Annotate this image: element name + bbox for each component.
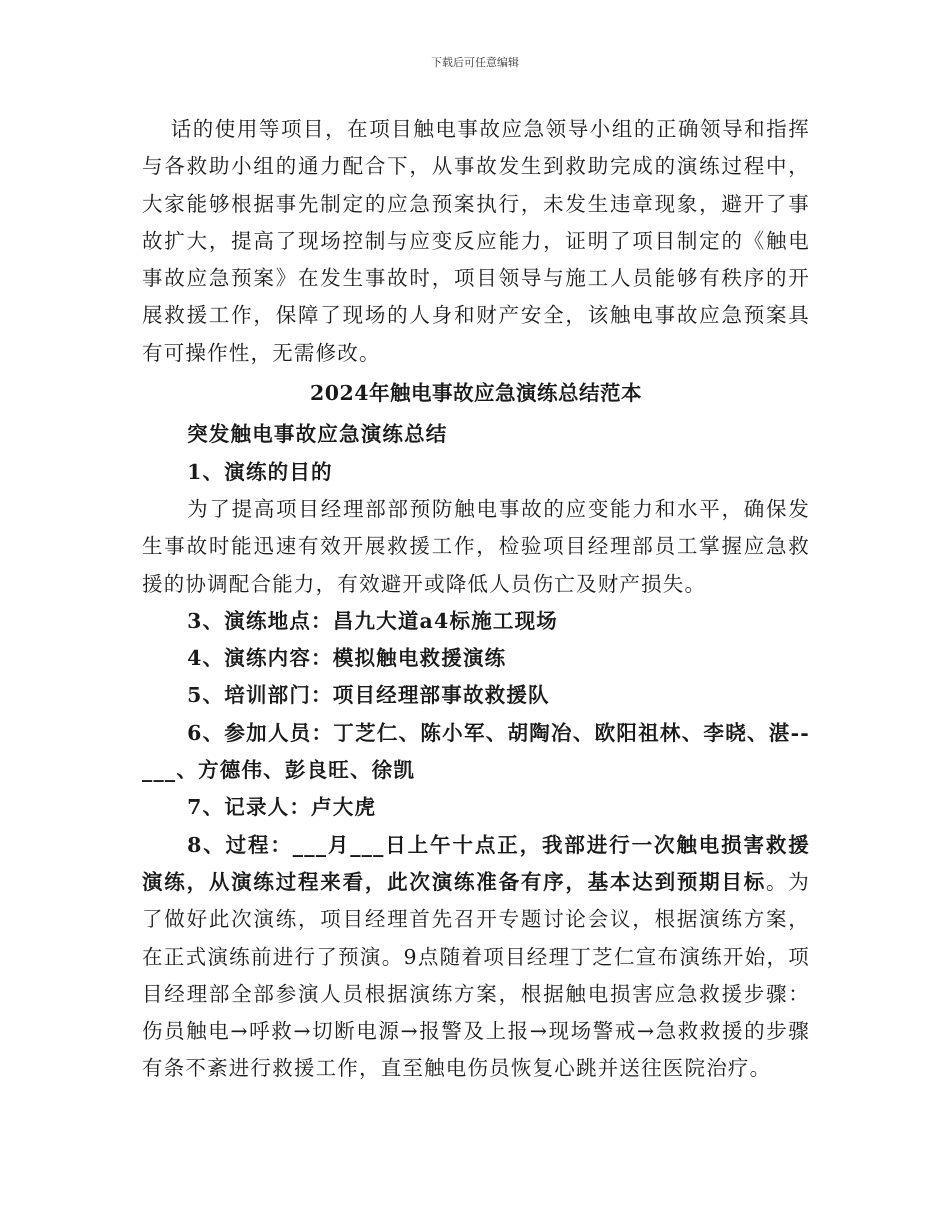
document-body [142, 111, 810, 1088]
section-heading-purpose: 1、演练的目的 [187, 459, 333, 484]
item-participants: 6、参加人员：丁芝仁、陈小军、胡陶冶、欧阳祖林、李晓、湛-- ___、方德伟、彭良旺、徐凯 [142, 720, 810, 783]
item-process-bold: 8、过程：___月___日上午十点正，我部进行一次触电损害救援演练，从演练过程来看，此次演练准备有序，基本达到预期目标 [142, 832, 810, 894]
intro-paragraph: 话的使用等项目，在项目触电事故应急领导小组的正确领导和指挥与各救助小组的通力配合下，从事故发生到救助完成的演练过程中，大家能够根据事先制定的应急预案执行，未发生违章现象，避开了事故扩大，提高了现场控制与应变反应能力，证明了项目制定的《触电事故应急预案》在发生事故时，项目领导与施工人员能够有秩序的开展救援工作，保障了现场的人身和财产安全，该触电事故应急预案具有可操作性，无需修改。 [142, 117, 810, 365]
item-location: 3、演练地点：昌九大道a4标施工现场 [187, 608, 559, 633]
item-department: 5、培训部门：项目经理部事故救援队 [187, 683, 550, 708]
section-body-purpose: 为了提高项目经理部部预防触电事故的应变能力和水平，确保发生事故时能迅速有效开展救援工作，检验项目经理部员工掌握应急救援的协调配合能力，有效避开或降低人员伤亡及财产损失。 [142, 496, 810, 596]
document-title: 2024年触电事故应急演练总结范本 [309, 381, 643, 406]
item-process-rest: 。为了做好此次演练，项目经理首先召开专题讨论会议，根据演练方案，在正式演练前进行了预演。9点随着项目经理丁芝仁宣布演练开始，项目经理部全部参演人员根据演练方案，根据触电损害应急救援步骤：伤员触电→呼救→切断电源→报警及上报→现场警戒→急救救援的步骤有条不紊进行救援工作，直至触电伤员恢复心跳并送往医院治疗。 [142, 869, 810, 1081]
item-content: 4、演练内容：模拟触电救援演练 [187, 646, 507, 671]
item-recorder: 7、记录人：卢大虎 [187, 795, 377, 820]
header-note: 下载后可任意编辑 [431, 56, 519, 69]
document-subtitle: 突发触电事故应急演练总结 [187, 422, 448, 447]
item-process [142, 827, 810, 1088]
